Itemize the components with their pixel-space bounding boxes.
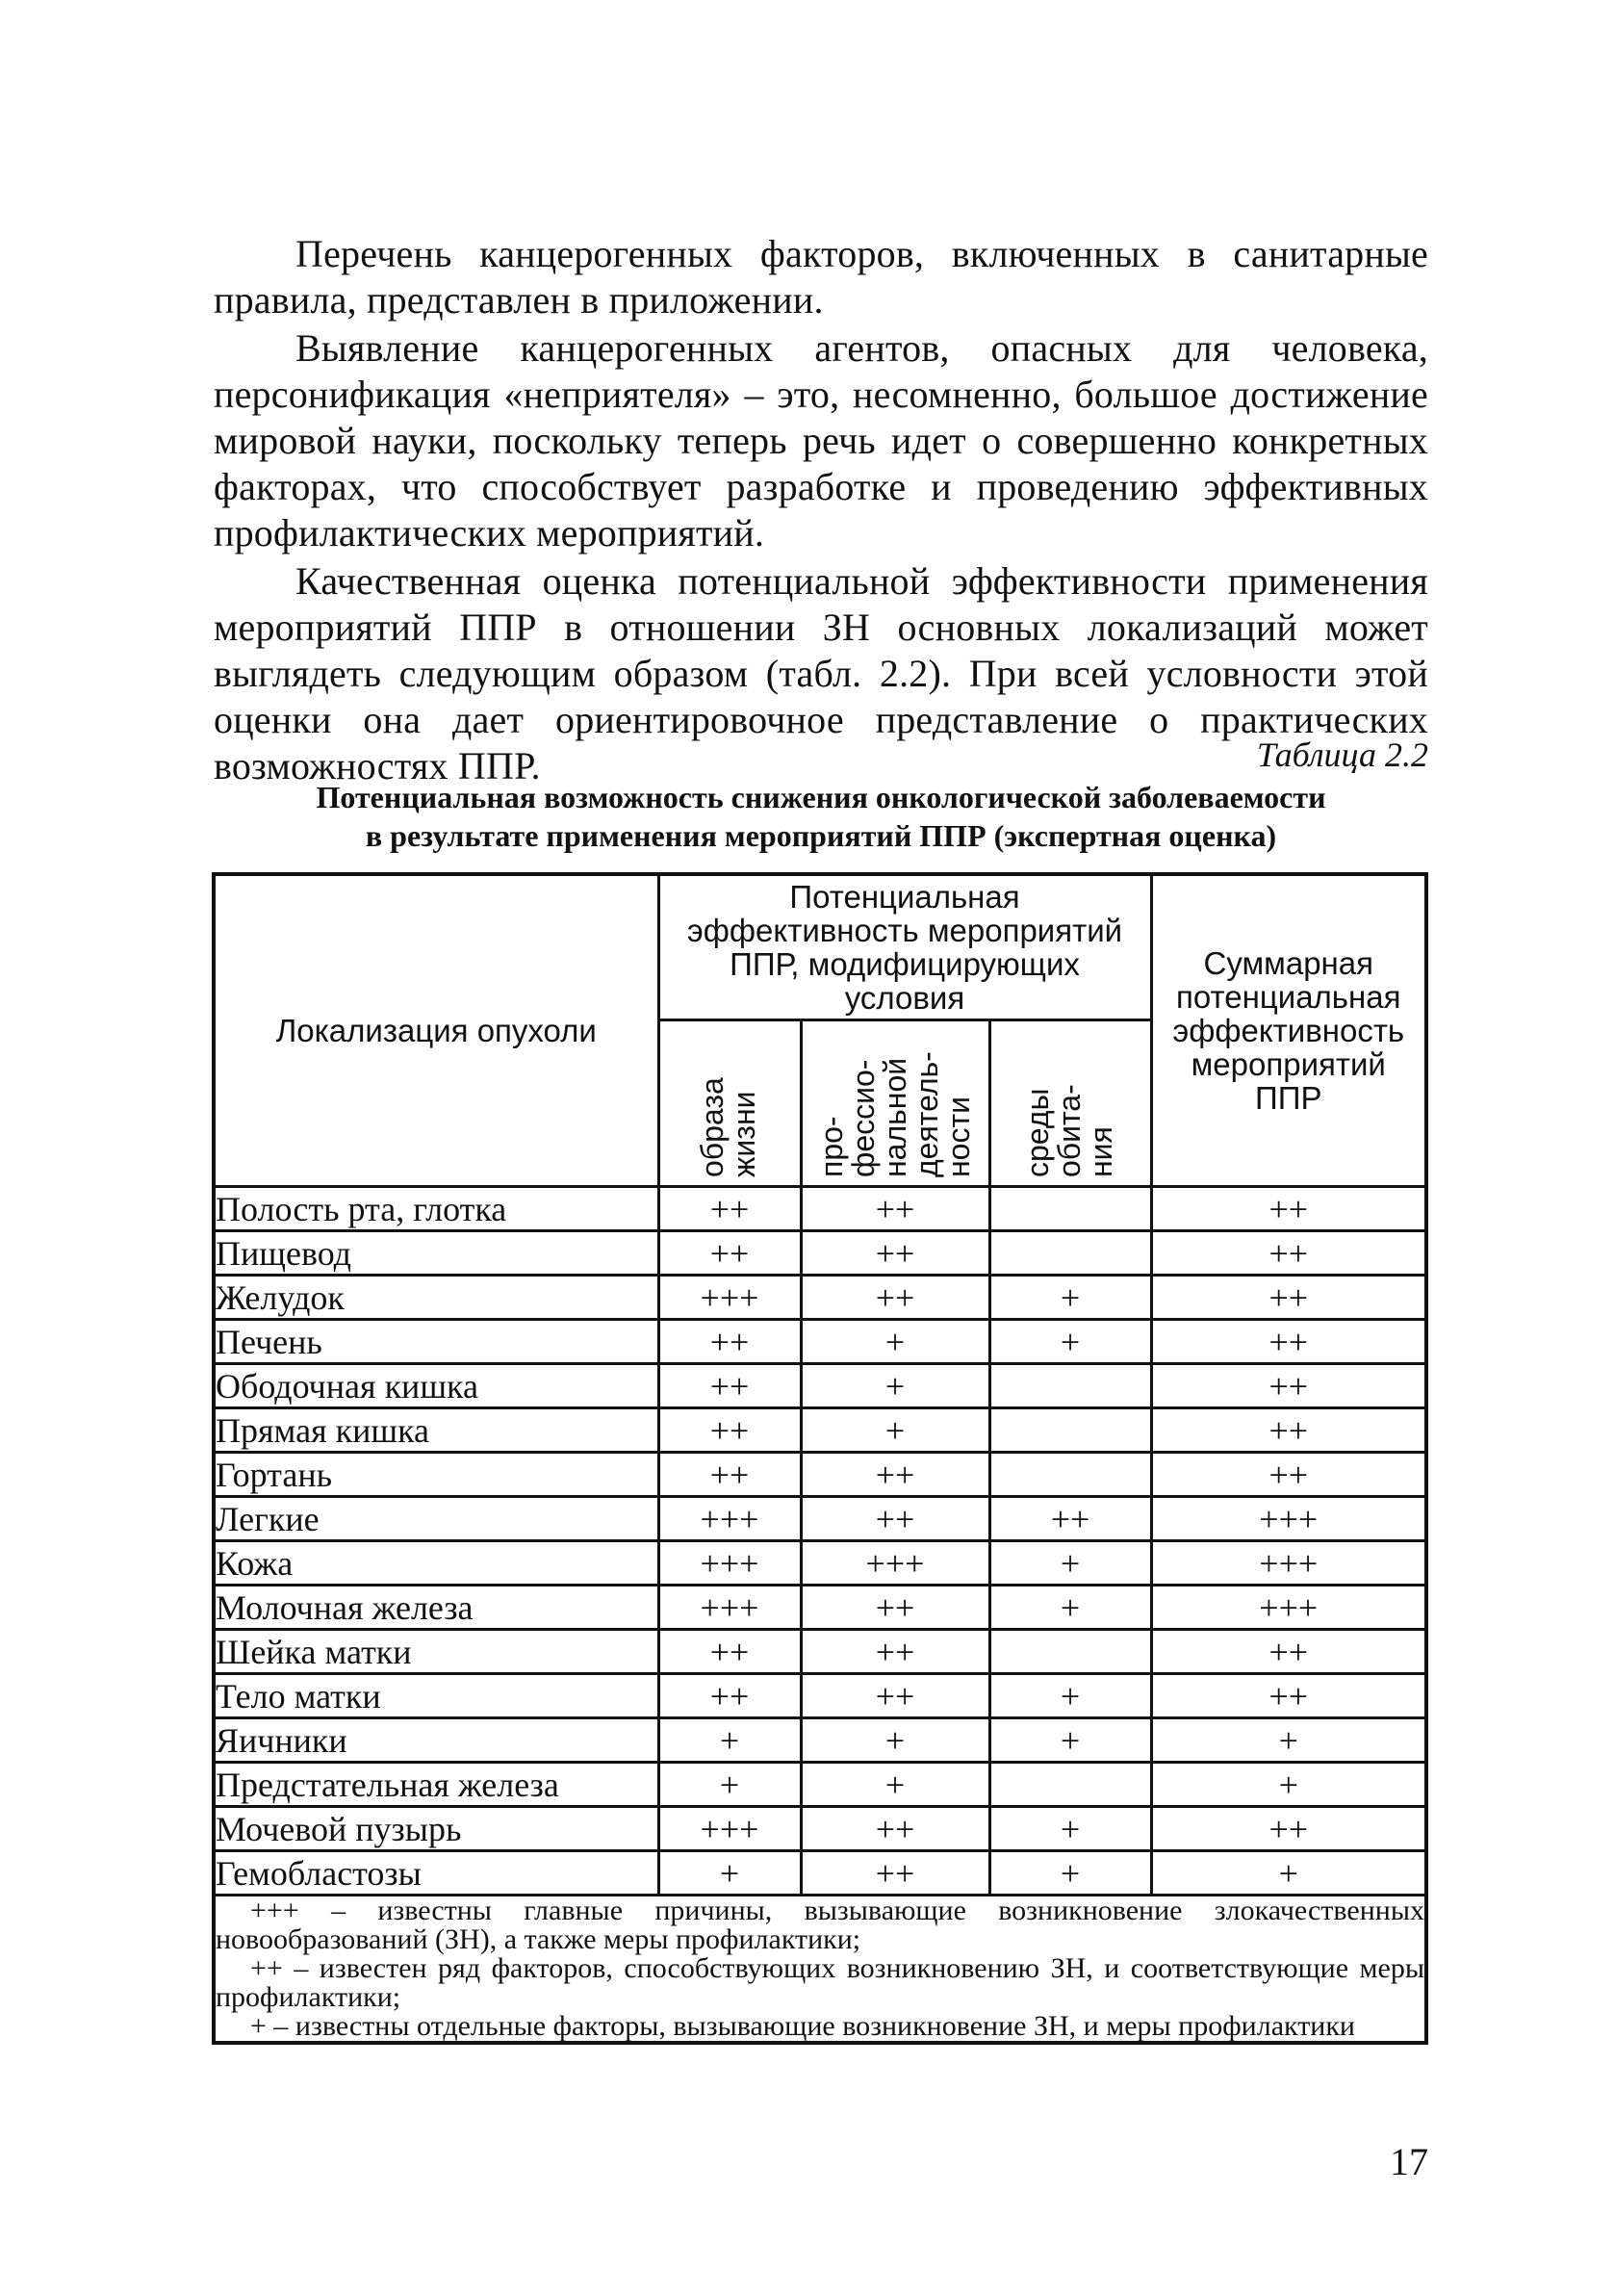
table-row: [214, 1453, 1426, 1497]
row-environment: +: [989, 1807, 1151, 1851]
row-total: ++: [1151, 1364, 1426, 1408]
row-lifestyle: ++: [658, 1364, 801, 1408]
row-lifestyle: +++: [658, 1586, 801, 1630]
header-lifestyle: образа жизни: [658, 1020, 801, 1187]
table-row: [214, 1541, 1426, 1586]
row-total: ++: [1151, 1408, 1426, 1453]
footnote-1: +++ – известны главные причины, вызывающие возникновение злокачественных новообразований (ЗН), а также меры профилактики;: [216, 1895, 1424, 1955]
table-row: [214, 1674, 1426, 1718]
row-lifestyle: ++: [658, 1320, 801, 1364]
table-title-line-2: в результате применения мероприятий ППР (экспертная оценка): [365, 818, 1277, 853]
row-professional: +: [801, 1408, 989, 1453]
row-environment: +: [989, 1718, 1151, 1763]
body-text: [214, 231, 1428, 791]
row-environment: +: [989, 1276, 1151, 1320]
row-localization: Шейка матки: [214, 1630, 658, 1674]
row-total: +++: [1151, 1497, 1426, 1541]
row-professional: ++: [801, 1807, 989, 1851]
row-professional: +: [801, 1763, 989, 1807]
paragraph-3: Качественная оценка потенциальной эффективности применения мероприятий ППР в отношении ЗН основных локализаций может выглядеть следующим образом (табл. 2.2). При всей условности этой оценки она дает ориентировочное представление о практических возможностях ППР.: [214, 559, 1428, 787]
row-environment: +: [989, 1586, 1151, 1630]
row-professional: ++: [801, 1586, 989, 1630]
row-localization: Кожа: [214, 1541, 658, 1586]
row-localization: Полость рта, глотка: [214, 1187, 658, 1231]
row-environment: [989, 1187, 1151, 1231]
row-lifestyle: +: [658, 1851, 801, 1896]
row-environment: +: [989, 1541, 1151, 1586]
header-professional: про- фессио- нальной деятель- ности: [801, 1020, 989, 1187]
row-professional: ++: [801, 1453, 989, 1497]
row-total: +++: [1151, 1586, 1426, 1630]
row-lifestyle: +++: [658, 1541, 801, 1586]
row-lifestyle: ++: [658, 1453, 801, 1497]
row-lifestyle: ++: [658, 1231, 801, 1276]
table-row: [214, 1187, 1426, 1231]
row-localization: Желудок: [214, 1276, 658, 1320]
row-total: ++: [1151, 1807, 1426, 1851]
row-localization: Легкие: [214, 1497, 658, 1541]
row-localization: Тело матки: [214, 1674, 658, 1718]
table-row: [214, 1718, 1426, 1763]
paragraph-1: Перечень канцерогенных факторов, включенных в санитарные правила, представлен в приложении.: [214, 232, 1428, 322]
paragraph-2: Выявление канцерогенных агентов, опасных для человека, персонификация «неприятеля» – это, несомненно, большое достижение мировой науки, поскольку теперь речь идет о совершенно конкретных факторах, что способствует разработке и проведению эффективных профилактических мероприятий.: [214, 326, 1428, 555]
table-row: [214, 1763, 1426, 1807]
row-environment: +: [989, 1851, 1151, 1896]
row-lifestyle: +++: [658, 1276, 801, 1320]
row-professional: ++: [801, 1231, 989, 1276]
row-total: ++: [1151, 1674, 1426, 1718]
row-environment: [989, 1630, 1151, 1674]
row-localization: Молочная железа: [214, 1586, 658, 1630]
table-row: [214, 1320, 1426, 1364]
table-title-line-1: Потенциальная возможность снижения онкологической заболеваемости: [316, 780, 1326, 814]
row-localization: Предстательная железа: [214, 1763, 658, 1807]
footnote-2: ++ – известен ряд факторов, способствующих возникновению ЗН, и соответствующие меры профилактики;: [216, 1952, 1424, 2013]
row-professional: ++: [801, 1187, 989, 1231]
row-localization: Пищевод: [214, 1231, 658, 1276]
row-lifestyle: ++: [658, 1674, 801, 1718]
row-environment: [989, 1231, 1151, 1276]
table-title: [214, 778, 1428, 855]
row-total: ++: [1151, 1320, 1426, 1364]
row-total: ++: [1151, 1630, 1426, 1674]
effectiveness-table: [212, 872, 1428, 2045]
row-total: +: [1151, 1763, 1426, 1807]
row-localization: Гортань: [214, 1453, 658, 1497]
row-total: +: [1151, 1718, 1426, 1763]
row-localization: Мочевой пузырь: [214, 1807, 658, 1851]
row-localization: Печень: [214, 1320, 658, 1364]
row-localization: Прямая кишка: [214, 1408, 658, 1453]
header-environment: среды обита- ния: [989, 1020, 1151, 1187]
row-lifestyle: +++: [658, 1807, 801, 1851]
row-professional: ++: [801, 1630, 989, 1674]
row-environment: +: [989, 1320, 1151, 1364]
row-total: ++: [1151, 1231, 1426, 1276]
table-row: [214, 1364, 1426, 1408]
row-environment: [989, 1364, 1151, 1408]
header-group: Потенциальная эффективность мероприятий ППР, модифицирующих условия: [658, 874, 1151, 1020]
row-professional: ++: [801, 1674, 989, 1718]
page-number: 17: [1390, 2140, 1428, 2183]
table-row: [214, 1851, 1426, 1896]
row-localization: Ободочная кишка: [214, 1364, 658, 1408]
table-row: [214, 1276, 1426, 1320]
row-professional: ++: [801, 1276, 989, 1320]
row-lifestyle: ++: [658, 1408, 801, 1453]
table-footnote: [214, 1896, 1426, 2044]
row-total: ++: [1151, 1453, 1426, 1497]
row-lifestyle: ++: [658, 1630, 801, 1674]
table-row: [214, 1586, 1426, 1630]
row-environment: ++: [989, 1497, 1151, 1541]
row-environment: [989, 1763, 1151, 1807]
row-professional: ++: [801, 1851, 989, 1896]
row-environment: [989, 1453, 1151, 1497]
row-total: ++: [1151, 1276, 1426, 1320]
table-body: [214, 1187, 1426, 1896]
row-total: +: [1151, 1851, 1426, 1896]
row-environment: +: [989, 1674, 1151, 1718]
row-environment: [989, 1408, 1151, 1453]
row-localization: Яичники: [214, 1718, 658, 1763]
table-row: [214, 1630, 1426, 1674]
row-total: ++: [1151, 1187, 1426, 1231]
row-professional: +++: [801, 1541, 989, 1586]
row-professional: +: [801, 1320, 989, 1364]
row-professional: +: [801, 1364, 989, 1408]
table-label: Таблица 2.2: [1256, 735, 1428, 774]
row-professional: +: [801, 1718, 989, 1763]
table-row: [214, 1807, 1426, 1851]
header-total: Суммарная потенциальная эффективность мероприятий ППР: [1151, 874, 1426, 1187]
row-lifestyle: +: [658, 1763, 801, 1807]
row-total: +++: [1151, 1541, 1426, 1586]
row-professional: ++: [801, 1497, 989, 1541]
table-row: [214, 1408, 1426, 1453]
table-row: [214, 1231, 1426, 1276]
row-localization: Гемобластозы: [214, 1851, 658, 1896]
row-lifestyle: ++: [658, 1187, 801, 1231]
footnote-3: + – известны отдельные факторы, вызывающие возникновение ЗН, и меры профилактики: [250, 2010, 1355, 2042]
table-row: [214, 1497, 1426, 1541]
row-lifestyle: +++: [658, 1497, 801, 1541]
header-localization: Локализация опухоли: [214, 874, 658, 1187]
row-lifestyle: +: [658, 1718, 801, 1763]
